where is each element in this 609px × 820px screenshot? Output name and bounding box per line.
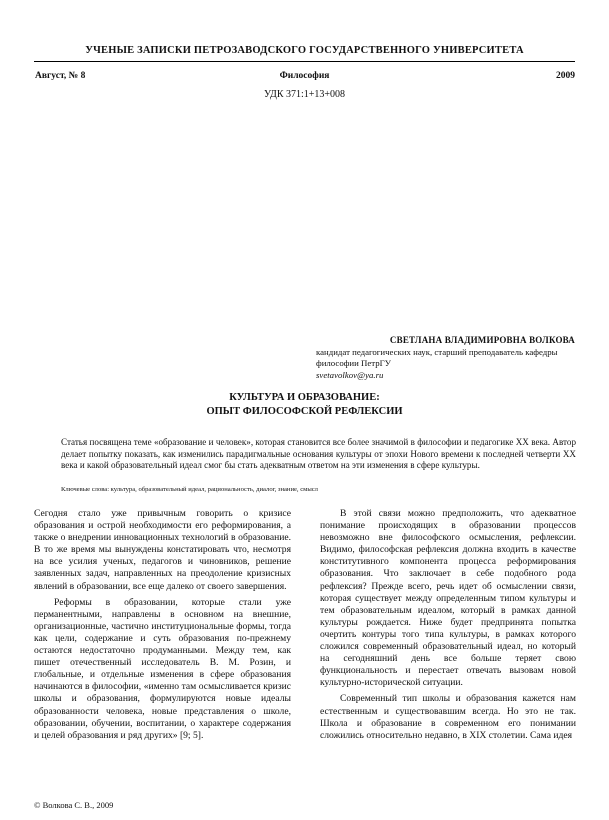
article-title [0,391,609,419]
header-divider [34,61,575,62]
paragraph: Современный тип школы и образования кажется нам естественным и существовавшим всегда. Но это не так. Школа и образование в современном его понимании сложились относительно недавно, в XIX столетии. Сама идея [320,693,576,741]
article-title-line2: ОПЫТ ФИЛОСОФСКОЙ РЕФЛЕКСИИ [206,406,403,417]
issue-year: 2009 [556,71,575,81]
paragraph: В этой связи можно предположить, что адекватное понимание происходящих в образовании процессов невозможно вне философского осмысления, рефлексии. Видимо, философская рефлексия должна входить в качестве конститутивного компонента процесса реформирования образования. Что заключает в себе подобного рода рефлексия? Прежде всего, речь идет об осмыслении связи, которая существует между определенным типом культуры и тем образовательным идеалом, который в рамках данной культуры рождается. Ниже будет предпринята попытка очертить контуры того типа культуры, в рамках которого сложился современный образовательный идеал, но который на сегодняшний день все больше теряет свою функциональность и перестает отвечать вызовам новой культурно-исторической ситуации. [320,508,576,689]
article-title-line1: КУЛЬТУРА И ОБРАЗОВАНИЕ: [229,392,380,403]
author-name: СВЕТЛАНА ВЛАДИМИРОВНА ВОЛКОВА [389,335,575,345]
udk-code: УДК 371:1+13+008 [263,89,346,100]
author-affiliation: кандидат педагогических наук, старший преподаватель кафедры философии ПетрГУ [316,347,558,369]
section-name: Философия [279,71,330,81]
issue-number: Август, № 8 [35,71,86,81]
author-email[interactable]: svetavolkov@ya.ru [316,370,384,380]
body-right-column [320,508,576,742]
paragraph: Реформы в образовании, которые стали уже перманентными, направлены в основном на внешние, организационные, частично институциональные формы, тогда как цели, содержание и суть образования по-прежнему остаются недостаточно продуманными. Между тем, как пишет отечественный исследователь В. М. Розин, и глобальные, и отдельные изменения в сфере образования начинаются в философии, «именно там осмысливается кризис школы и образования, формулируются новые идеалы образованности человека, новые представления о школе, образовании, обучении, воспитании, о характере содержания и целей образования и ряд других» [9; 5]. [34,596,291,741]
copyright: © Волкова С. В., 2009 [34,800,114,810]
keywords: Ключевые слова: культура, образовательный идеал, рациональность, диалог, знание, смысл [61,486,318,493]
paragraph: Сегодня стало уже привычным говорить о кризисе образования и острой необходимости его реформирования, а также о внедрении инновационных технологий в образование. В то же время мы вынуждены констатировать что, несмотря на все усилия ученых, педагогов и чиновников, решение заявленных задач, направленных на преодоление кризисных явлений в образовании, все еще далеко от своего завершения. [34,508,291,592]
abstract: Статья посвящена теме «образование и человек», которая становится все более значимой в философии и педагогике XX века. Автор делает попытку показать, как изменились парадигмальные основания культуры от эпохи Нового времени к последней четверти XX века и какой образовательный идеал смог бы стать адекватным ответом на эти изменения в сфере культуры. [61,437,576,471]
body-left-column [34,508,291,742]
journal-title: УЧЕНЫЕ ЗАПИСКИ ПЕТРОЗАВОДСКОГО ГОСУДАРСТВЕННОГО УНИВЕРСИТЕТА [85,45,524,56]
